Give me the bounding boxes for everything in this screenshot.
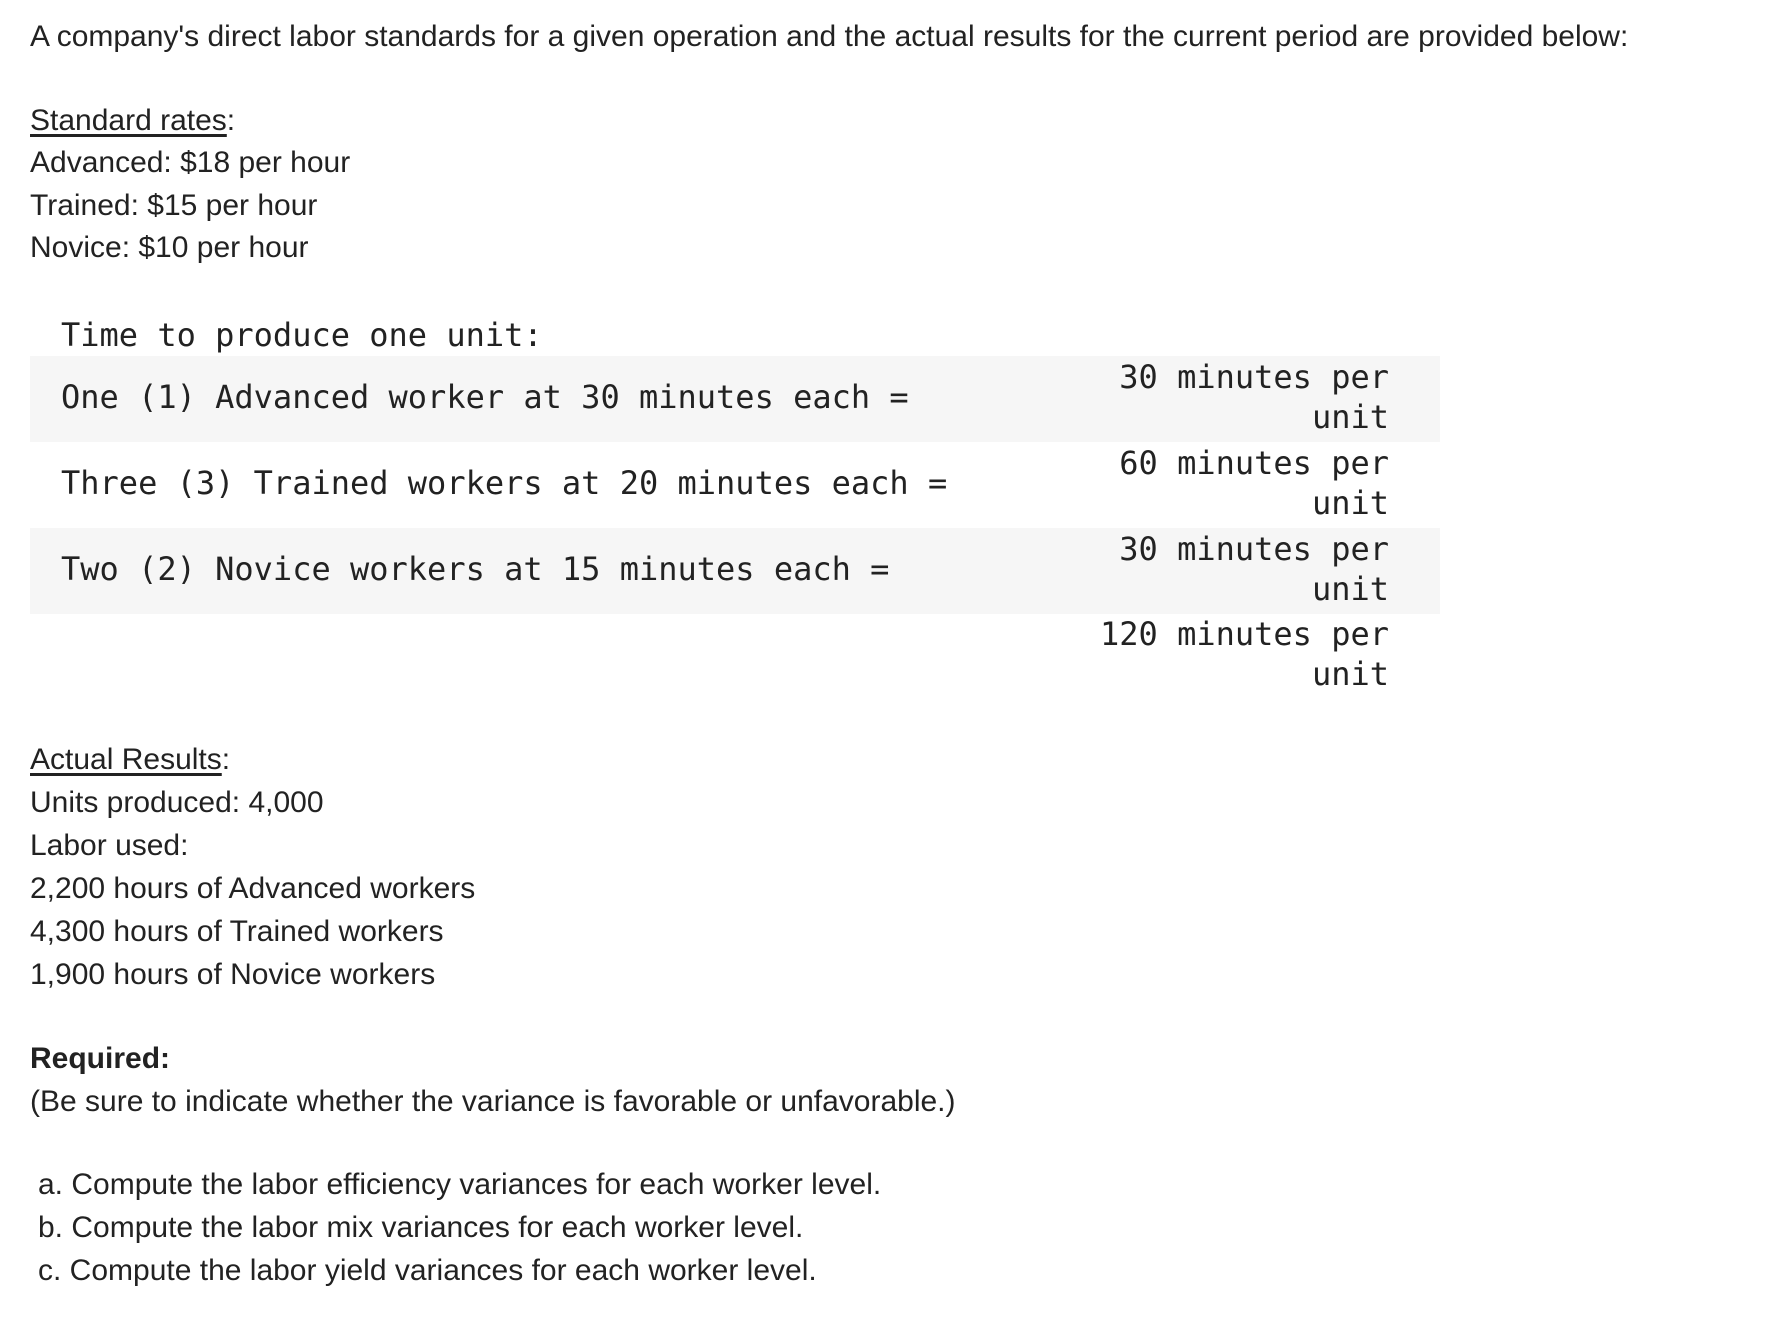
row-label-novice: Two (2) Novice workers at 15 minutes each = bbox=[61, 550, 890, 588]
table-row bbox=[30, 528, 1440, 614]
standard-rates-title: Standard rates bbox=[30, 104, 227, 137]
row-label-advanced: One (1) Advanced worker at 30 minutes each = bbox=[61, 378, 909, 416]
labor-trained: 4,300 hours of Trained workers bbox=[30, 915, 444, 948]
time-table-heading: Time to produce one unit: bbox=[61, 316, 543, 354]
labor-novice: 1,900 hours of Novice workers bbox=[30, 958, 436, 991]
units-produced: Units produced: 4,000 bbox=[30, 786, 324, 819]
task-a: a. Compute the labor efficiency variances for each worker level. bbox=[38, 1168, 882, 1201]
table-total: 120 minutes per unit bbox=[1100, 615, 1389, 693]
row-value-novice: 30 minutes per unit bbox=[1119, 530, 1389, 608]
rate-trained: Trained: $15 per hour bbox=[30, 189, 318, 222]
table-row bbox=[30, 356, 1440, 442]
actual-results-colon: : bbox=[221, 743, 231, 776]
task-c: c. Compute the labor yield variances for each worker level. bbox=[38, 1254, 817, 1287]
row-label-trained: Three (3) Trained workers at 20 minutes each = bbox=[61, 464, 948, 502]
time-table bbox=[30, 356, 1440, 614]
row-value-advanced: 30 minutes per unit bbox=[1119, 358, 1389, 436]
task-b: b. Compute the labor mix variances for each worker level. bbox=[38, 1211, 804, 1244]
labor-advanced: 2,200 hours of Advanced workers bbox=[30, 872, 476, 905]
required-note: (Be sure to indicate whether the variance is favorable or unfavorable.) bbox=[30, 1085, 956, 1118]
labor-used: Labor used: bbox=[30, 829, 189, 862]
intro-text: A company's direct labor standards for a given operation and the actual results for the current period are provided below: bbox=[30, 20, 1629, 53]
required-heading: Required: bbox=[30, 1042, 171, 1075]
actual-results-heading bbox=[30, 743, 230, 777]
row-value-trained: 60 minutes per unit bbox=[1119, 444, 1389, 522]
actual-results-title: Actual Results bbox=[30, 743, 222, 776]
rate-novice: Novice: $10 per hour bbox=[30, 231, 309, 264]
rate-advanced: Advanced: $18 per hour bbox=[30, 146, 351, 179]
standard-rates-colon: : bbox=[226, 104, 236, 137]
standard-rates-heading bbox=[30, 104, 235, 138]
table-row bbox=[30, 442, 1440, 528]
